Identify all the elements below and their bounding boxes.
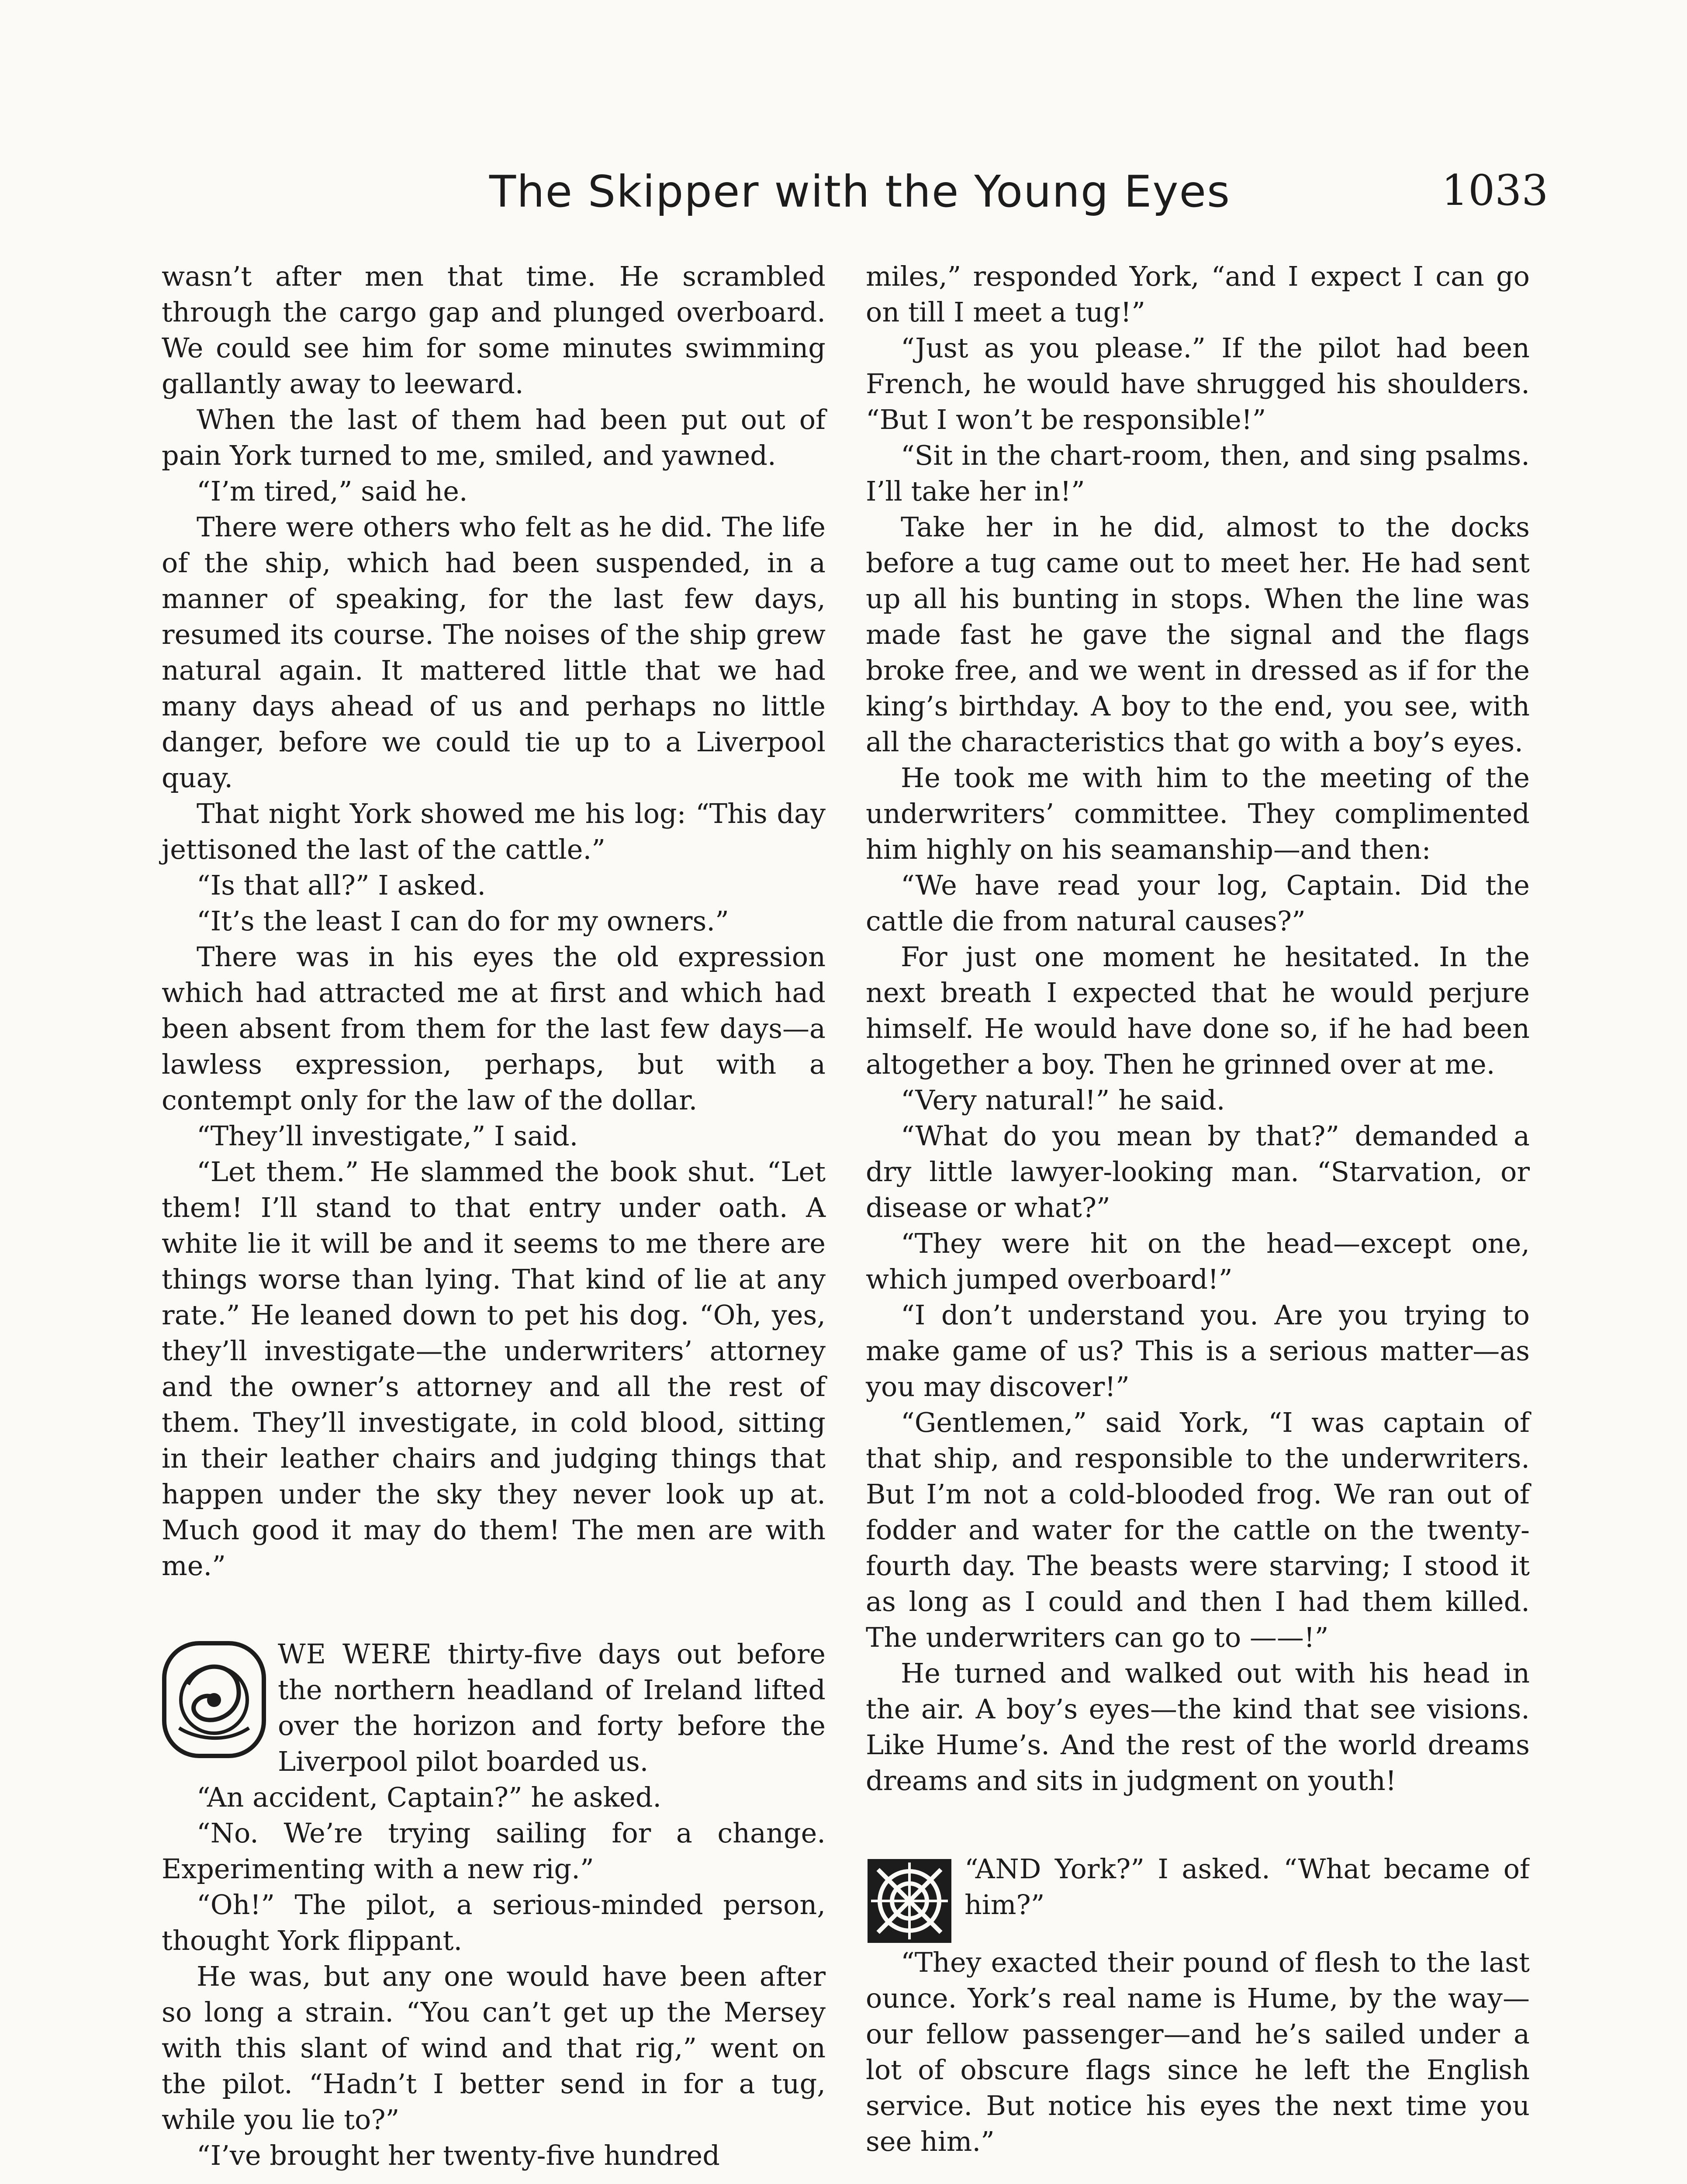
paragraph: “Very natural!” he said.: [901, 1084, 1225, 1116]
paragraph: He was, but any one would have been after so long a strain. “You can’t get up the Mersey with this slant of wind and that rig,” went on the pilot. “Hadn’t I better send in for a tug, while you lie to?”: [162, 1960, 826, 2136]
paragraph: “Sit in the chart-room, then, and sing psalms. I’ll take her in!”: [866, 439, 1530, 507]
decorative-initial-ornament: [162, 1641, 266, 1759]
paragraph-text: thirty-five days out before the northern headland of Ireland lifted over the horizon and forty before the Liverpool pilot boarded us.: [278, 1638, 826, 1777]
celtic-knot-ornament: [866, 1857, 953, 1945]
paragraph: miles,” responded York, “and I expect I can go on till I meet a tug!”: [866, 260, 1530, 328]
paragraph: “What do you mean by that?” demanded a dry little lawyer-looking man. “Starvation, or disease or what?”: [866, 1120, 1530, 1223]
section-lead-words: WE WERE: [278, 1638, 432, 1670]
paragraph: “Just as you please.” If the pilot had been French, he would have shrugged his shoulders. “But I won’t be responsible!”: [866, 332, 1530, 435]
paragraph: For just one moment he hesitated. In the next breath I expected that he would perjure himself. He would have done so, if he had been altogether a boy. Then he grinned over at me.: [866, 941, 1530, 1080]
paragraph: “No. We’re trying sailing for a change. Experimenting with a new rig.”: [162, 1817, 826, 1885]
paragraph: “We have read your log, Captain. Did the cattle die from natural causes?”: [866, 869, 1530, 937]
paragraph: There was in his eyes the old expression which had attracted me at first and which had been absent from them for the last few days—a lawless expression, perhaps, but with a contempt only for the law of the dollar.: [162, 941, 826, 1116]
paragraph: Take her in he did, almost to the docks before a tug came out to meet her. He had sent up all his bunting in stops. When the line was made fast he gave the signal and the flags broke free, and we went in dressed as if for the king’s birthday. A boy to the end, you see, with all the characteristics that go with a boy’s eyes.: [866, 511, 1530, 758]
left-column: [162, 259, 826, 2174]
page-number: 1033: [1442, 166, 1549, 215]
paragraph: “I don’t understand you. Are you trying to make game of us? This is a serious matter—as you may discover!”: [866, 1299, 1530, 1403]
running-title: The Skipper with the Young Eyes: [489, 166, 1231, 217]
paragraph: He turned and walked out with his head in the air. A boy’s eyes—the kind that see visions. Like Hume’s. And the rest of the world dreams dreams and sits in judgment on youth!: [866, 1657, 1530, 1797]
paragraph: When the last of them had been put out of pain York turned to me, smiled, and yawned.: [162, 404, 826, 471]
paragraph: “I’m tired,” said he.: [197, 475, 468, 507]
paragraph: That night York showed me his log: “This day jettisoned the last of the cattle.”: [162, 798, 826, 865]
paragraph: “Gentlemen,” said York, “I was captain of that ship, and responsible to the underwriters. But I’m not a cold-blooded frog. We ran out of fodder and water for the cattle on the twenty-fourth day. The beasts were starving; I stood it as long as I could and then I had them killed. The underwriters can go to ——!”: [866, 1406, 1530, 1653]
running-header: [0, 166, 1687, 227]
section-opening-paragraph: [866, 1851, 1530, 1945]
right-column: [866, 259, 1530, 2160]
section-opening-paragraph: [162, 1636, 826, 1780]
paragraph-text: York?” I asked. “What became of him?”: [964, 1853, 1530, 1921]
paragraph: “Is that all?” I asked.: [197, 869, 486, 901]
paragraph: “They were hit on the head—except one, which jumped overboard!”: [866, 1227, 1530, 1295]
paragraph: “Oh!” The pilot, a serious-minded person, thought York flippant.: [162, 1889, 826, 1956]
section-lead-words: “AND: [964, 1853, 1042, 1885]
paragraph: “I’ve brought her twenty-five hundred: [197, 2139, 720, 2171]
paragraph: “They’ll investigate,” I said.: [197, 1120, 578, 1152]
paragraph: “They exacted their pound of flesh to the last ounce. York’s real name is Hume, by the way—our fellow passenger—and he’s sailed under a lot of obscure flags since he left the English service. But notice his eyes the next time you see him.”: [866, 1946, 1530, 2157]
paragraph: “Let them.” He slammed the book shut. “Let them! I’ll stand to that entry under oath. A white lie it will be and it seems to me there are things worse than lying. That kind of lie at any rate.” He leaned down to pet his dog. “Oh, yes, they’ll investigate—the underwriters’ attorney and the owner’s attorney and all the rest of them. They’ll investigate, in cold blood, sitting in their leather chairs and judging things that happen under the sky they never look up at. Much good it may do them! The men are with me.”: [162, 1156, 826, 1582]
paragraph: He took me with him to the meeting of the underwriters’ committee. They complimented him highly on his seamanship—and then:: [866, 762, 1530, 865]
paragraph: wasn’t after men that time. He scrambled through the cargo gap and plunged overboard. We could see him for some minutes swimming gallantly away to leeward.: [162, 260, 826, 400]
paragraph: There were others who felt as he did. The life of the ship, which had been suspended, in a manner of speaking, for the last few days, resumed its course. The noises of the ship grew natural again. It mattered little that we had many days ahead of us and perhaps no little danger, before we could tie up to a Liverpool quay.: [162, 511, 826, 794]
paragraph: “It’s the least I can do for my owners.”: [197, 905, 729, 937]
paragraph: “An accident, Captain?” he asked.: [197, 1781, 662, 1813]
